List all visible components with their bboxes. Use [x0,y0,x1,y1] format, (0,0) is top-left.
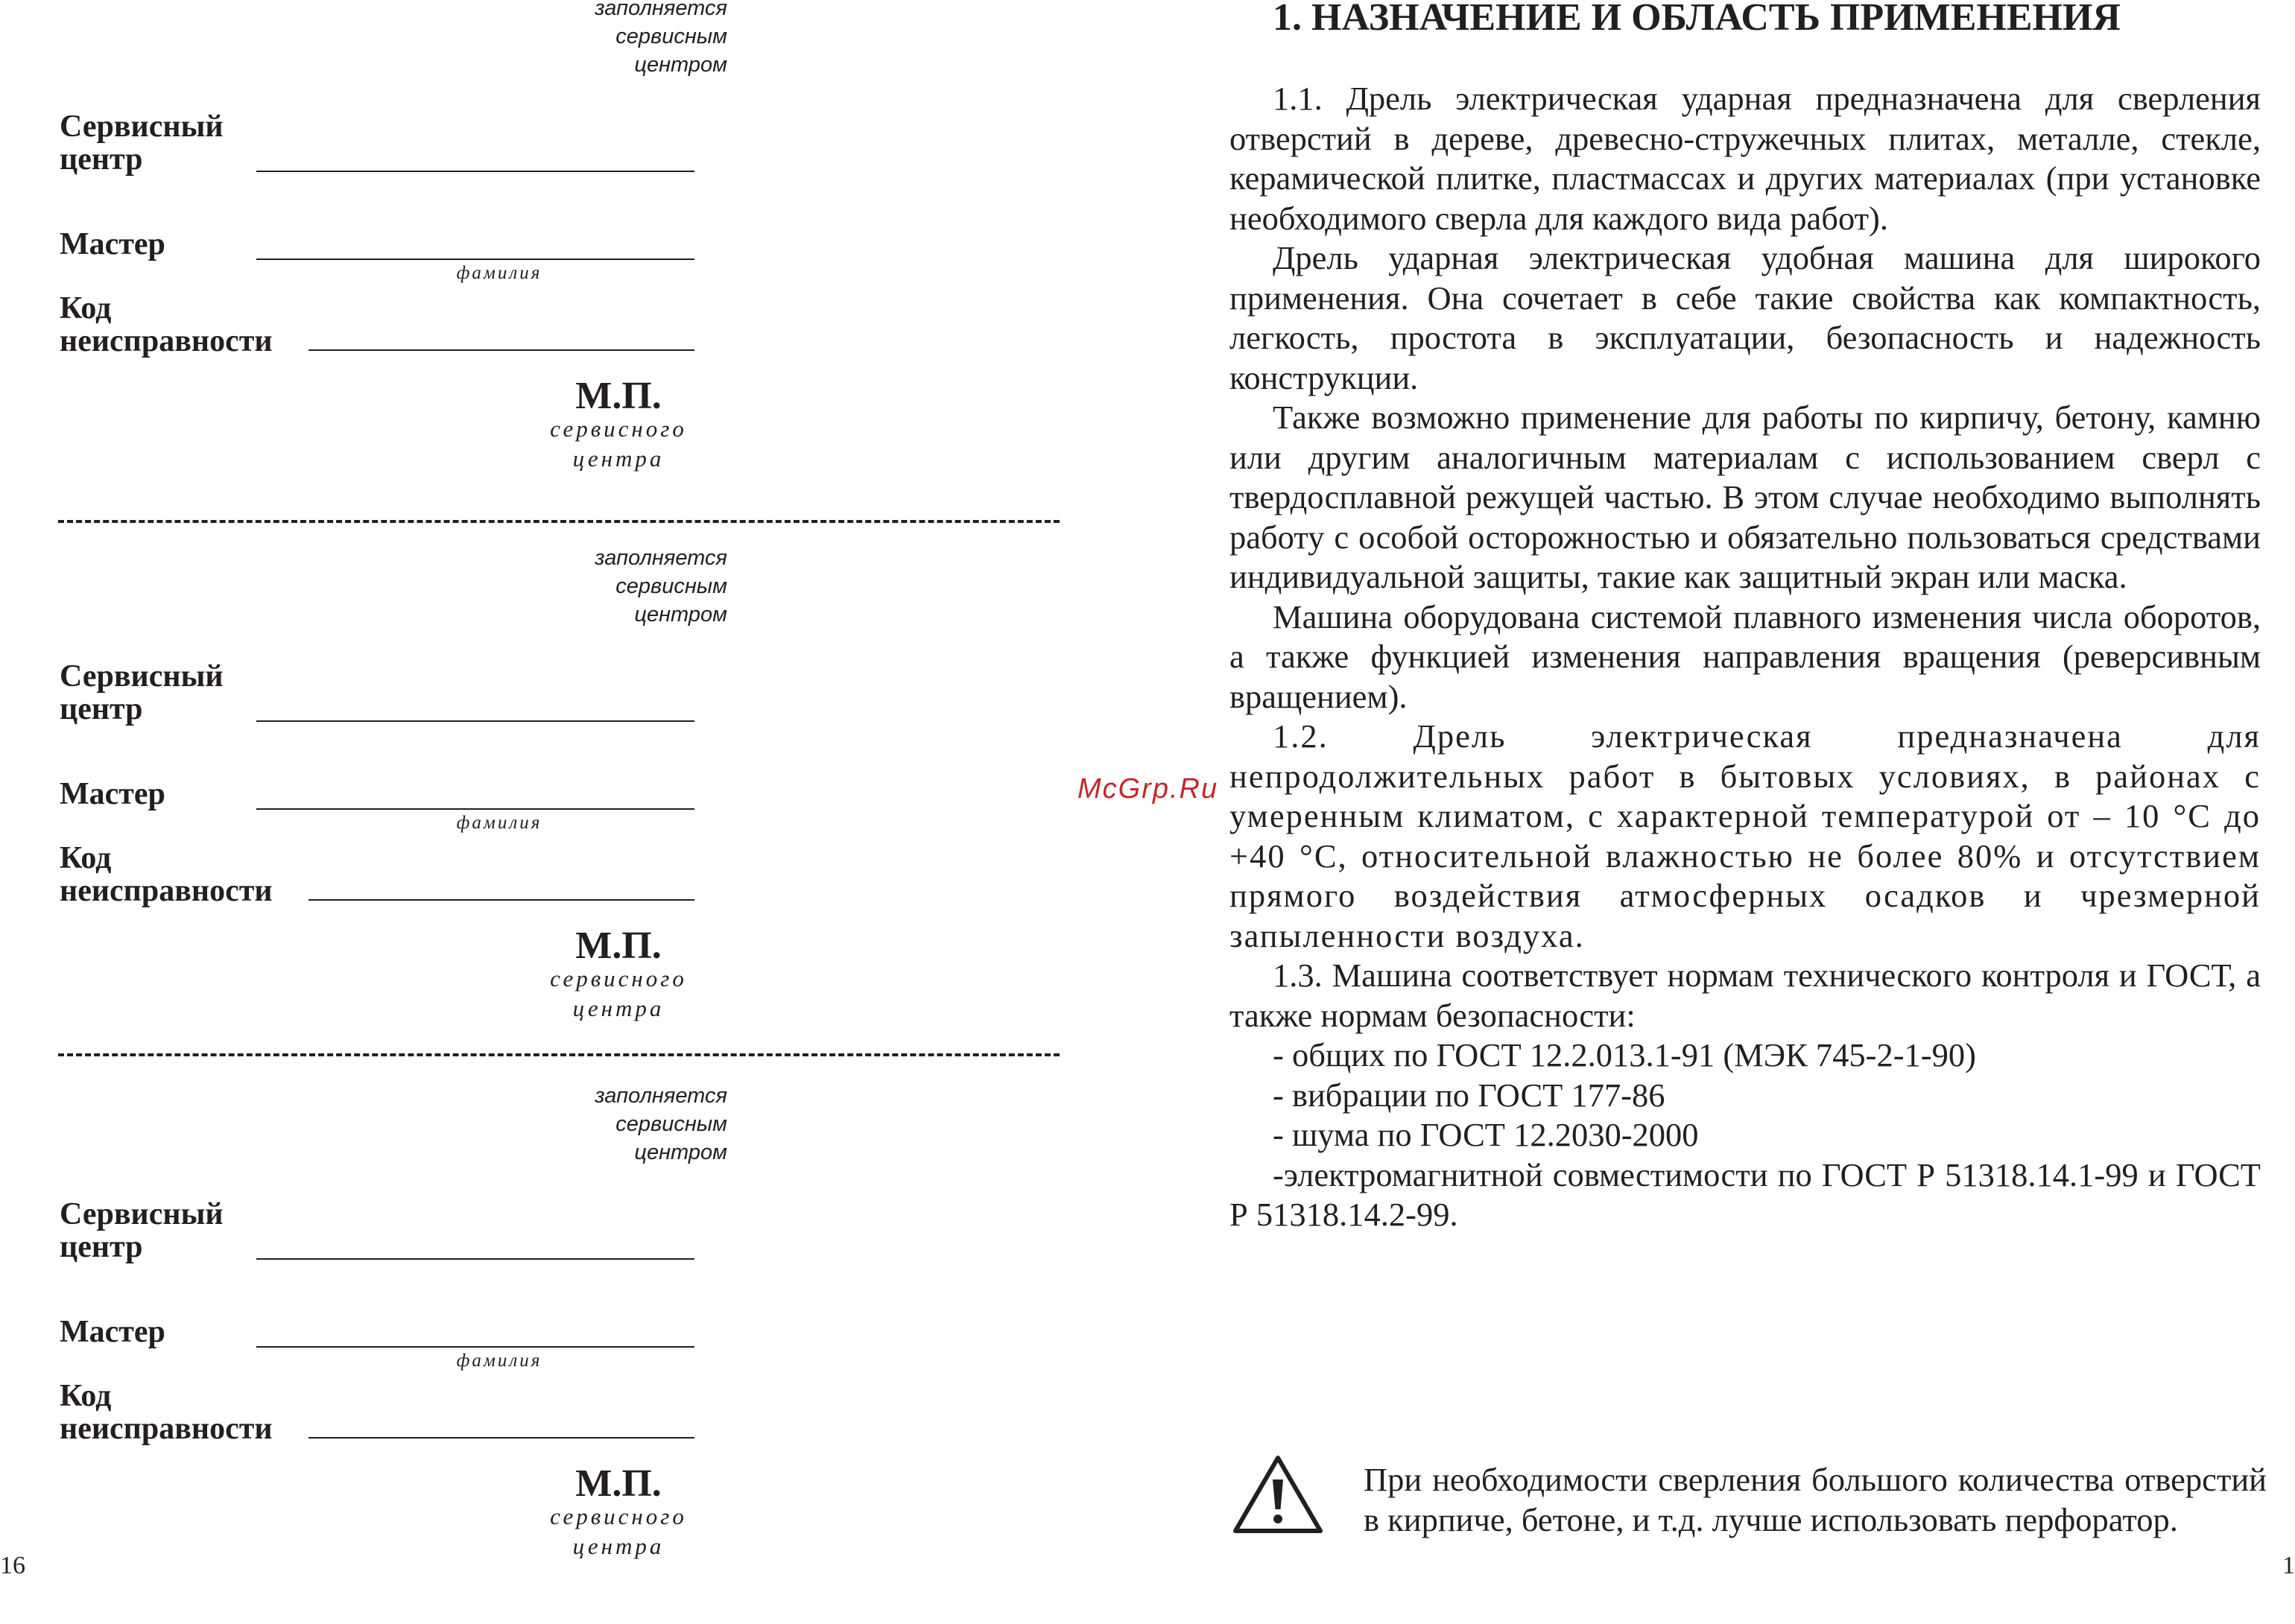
warning-triangle-icon [1232,1454,1324,1535]
service-center-field[interactable] [256,171,694,172]
coupon-note: заполняется сервисным центром [595,1084,727,1164]
master-label: Мастер [60,227,165,261]
stamp-caption: сервисного центра [550,416,687,472]
surname-caption: фамилия [456,1351,542,1371]
master-field[interactable] [256,258,694,260]
stamp-label: М.П. [575,375,662,417]
surname-caption: фамилия [456,263,542,283]
service-center-label: Сервисный центр [60,110,224,177]
stamp-label: М.П. [575,1462,662,1505]
standard-item-vibration: - вибрации по ГОСТ 177-86 [1273,1076,1665,1114]
service-center-label: Сервисный центр [60,659,224,726]
stamp-label: М.П. [575,924,662,967]
left-page [0,0,1148,1582]
service-center-field[interactable] [256,1258,694,1260]
service-center-field[interactable] [256,720,694,722]
paragraph-speed-control: Машина оборудована системой плавного изменения числа оборотов, а также функцией изменения направления вращения (реверсивным вращением). [1229,597,2261,715]
stamp-caption: сервисного центра [550,965,687,1021]
cut-line [58,1053,1060,1056]
fault-code-label: Код неисправности [60,1379,273,1446]
service-coupon-3 [0,1084,1073,1624]
standard-item-emc: -электромагнитной совместимости по ГОСТ Р 51318.14.1-99 и ГОСТ Р 51318.14.2-99. [1229,1155,2261,1233]
service-center-label: Сервисный центр [60,1197,224,1264]
master-label: Мастер [60,1315,165,1349]
master-field[interactable] [256,1346,694,1348]
page-number-left: 16 [0,1552,25,1579]
section-body [1229,79,2261,1235]
fault-code-label: Код неисправности [60,841,273,908]
page-number-right: 1 [2282,1552,2295,1579]
fault-code-field[interactable] [308,1437,694,1439]
paragraph-1-3: 1.3. Машина соответствует нормам технического контроля и ГОСТ, а также нормам безопасности: [1229,957,2261,1034]
fault-code-field[interactable] [308,899,694,901]
stamp-caption: сервисного центра [550,1503,687,1559]
coupon-note: заполняется сервисным центром [595,0,727,77]
paragraph-1-2: 1.2. Дрель электрическая предназначена для непродолжительных работ в бытовых условиях, в районах с умеренным климатом, с характерной температурой от – 10 °С до +40 °С, относительной влажностью не более 80% и отсутствием прямого воздействия атмосферных осадков и чрезмерной запыленности воздуха. [1229,717,2261,954]
fault-code-field[interactable] [308,349,694,351]
paragraph-drill-features: Дрель ударная электрическая удобная машина для широкого применения. Она сочетает в себе такие свойства как компактность, легкость, простота в эксплуатации, безопасность и надежность конструкции. [1229,239,2261,396]
master-field[interactable] [256,808,694,810]
cut-line [58,520,1060,523]
warning-text: При необходимости сверления большого количества отверстий в кирпиче, бетоне, и т.д. лучше использовать перфоратор. [1364,1461,2267,1538]
coupon-note: заполняется сервисным центром [595,546,727,627]
fault-code-label: Код неисправности [60,291,273,358]
watermark-text: McGrp.Ru [1077,773,1219,805]
service-coupon-1 [0,0,1073,536]
standard-item-noise: - шума по ГОСТ 12.2030-2000 [1273,1116,1699,1153]
right-page [1148,0,2295,1582]
paragraph-masonry-use: Также возможно применение для работы по кирпичу, бетону, камню или другим аналогичным материалам с использованием сверл с твердосплавной режущей частью. В этом случае необходимо выполнять работу с особой осторожностью и обязательно пользоваться средствами индивидуальной защиты, такие как защитный экран или маска. [1229,399,2261,595]
master-label: Мастер [60,777,165,811]
paragraph-1-1: 1.1. Дрель электрическая ударная предназначена для сверления отверстий в дереве, древесно-стружечных плитах, металле, стекле, керамической плитке, пластмассах и других материалах (при установке необходимого сверла для каждого вида работ). [1229,80,2261,237]
service-coupon-2 [0,546,1073,1086]
surname-caption: фамилия [456,813,542,833]
standard-item-general: - общих по ГОСТ 12.2.013.1-91 (МЭК 745-2-1-90) [1273,1036,1976,1073]
section-heading: 1. НАЗНАЧЕНИЕ И ОБЛАСТЬ ПРИМЕНЕНИЯ [1273,0,2121,39]
